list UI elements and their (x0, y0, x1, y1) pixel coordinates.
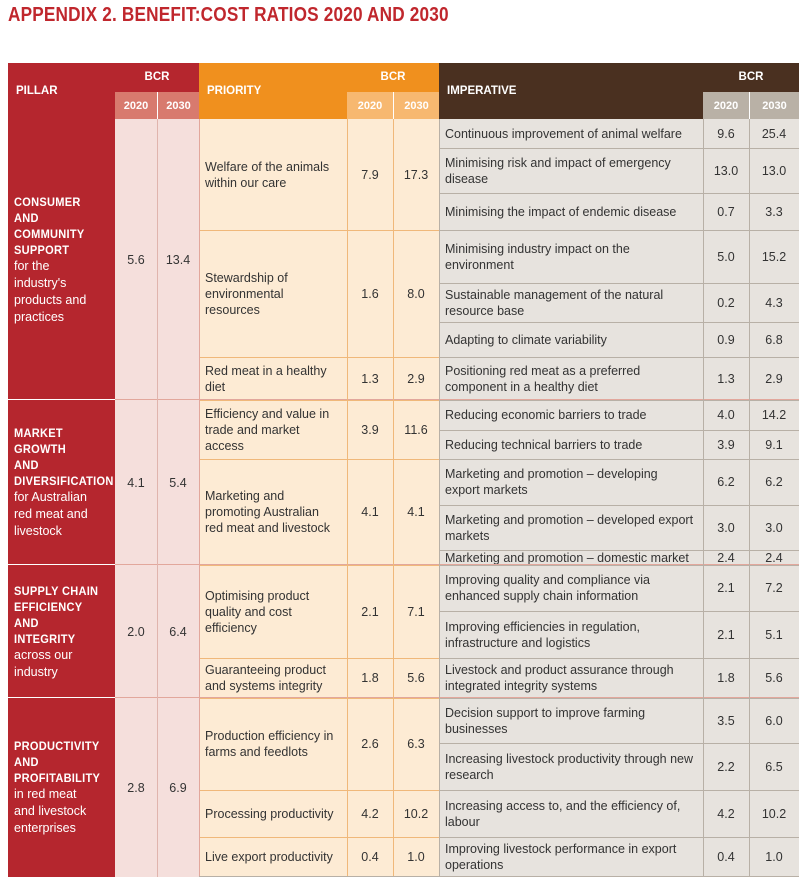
priority-bcr-2020: 2.1 (347, 565, 393, 658)
pillar-description: in red meat and livestock enterprises (14, 787, 87, 835)
imperative-bcr-2030: 3.0 (749, 505, 799, 550)
priority-bcr-2030: 6.3 (393, 698, 439, 790)
imperative-cell: Positioning red meat as a preferred component in a healthy diet (439, 357, 703, 400)
imperative-cell: Marketing and promotion – developed export markets (439, 505, 703, 550)
imperative-bcr-2030: 6.2 (749, 459, 799, 505)
divider (439, 148, 799, 149)
imperative-bcr-2030: 5.6 (749, 658, 799, 698)
bcr-table (8, 63, 799, 877)
imperative-bcr-2030: 5.1 (749, 611, 799, 658)
divider (439, 322, 799, 323)
year-header-2020: 2020 (347, 92, 393, 119)
divider (199, 698, 439, 699)
priority-cell: Marketing and promoting Australian red meat and livestock (199, 459, 347, 565)
imperative-bcr-2020: 5.0 (703, 230, 749, 283)
priority-bcr-2020: 4.2 (347, 790, 393, 837)
imperative-cell: Minimising risk and impact of emergency disease (439, 148, 703, 193)
pillar-cell (8, 119, 115, 400)
imperative-cell: Improving livestock performance in export operations (439, 837, 703, 877)
divider (393, 119, 394, 877)
imperative-cell: Improving efficiencies in regulation, infrastructure and logistics (439, 611, 703, 658)
divider (439, 119, 440, 877)
year-header-2030: 2030 (393, 92, 439, 119)
priority-bcr-2030: 1.0 (393, 837, 439, 877)
priority-bcr-2020: 0.4 (347, 837, 393, 877)
priority-cell: Welfare of the animals within our care (199, 119, 347, 230)
divider (439, 698, 799, 699)
divider (199, 119, 200, 877)
imperative-bcr-2030: 4.3 (749, 283, 799, 322)
imperative-bcr-2020: 3.0 (703, 505, 749, 550)
imperative-cell: Minimising industry impact on the environment (439, 230, 703, 283)
imperative-bcr-2030: 6.5 (749, 743, 799, 790)
pillar-bcr-2030: 13.4 (157, 119, 199, 400)
divider (439, 283, 799, 284)
divider (439, 505, 799, 506)
divider (199, 400, 439, 401)
priority-bcr-2030: 10.2 (393, 790, 439, 837)
priority-bcr-2020: 3.9 (347, 400, 393, 459)
priority-bcr-2020: 1.8 (347, 658, 393, 698)
priority-bcr-2030: 4.1 (393, 459, 439, 565)
imperative-bcr-2020: 4.0 (703, 400, 749, 430)
imperative-bcr-2020: 2.4 (703, 550, 749, 565)
pillar-bcr-header: BCR (144, 70, 170, 83)
imperative-bcr-2020: 0.7 (703, 193, 749, 230)
imperative-bcr-2020: 1.8 (703, 658, 749, 698)
imperative-bcr-2030: 15.2 (749, 230, 799, 283)
pillar-header: PILLAR (16, 85, 58, 97)
page-title: APPENDIX 2. BENEFIT:COST RATIOS 2020 AND 2030 (8, 4, 449, 26)
imperative-bcr-header: BCR (738, 70, 764, 83)
divider (199, 230, 439, 231)
imperative-cell: Livestock and product assurance through integrated integrity systems (439, 658, 703, 698)
priority-bcr-2030: 8.0 (393, 230, 439, 357)
pillar-name: MARKET GROWTH AND DIVERSIFICATION (14, 426, 114, 488)
priority-bcr-2030: 17.3 (393, 119, 439, 230)
priority-cell: Efficiency and value in trade and market access (199, 400, 347, 459)
divider (347, 119, 348, 877)
imperative-cell: Minimising the impact of endemic disease (439, 193, 703, 230)
imperative-bcr-2030: 6.8 (749, 322, 799, 357)
divider (439, 193, 799, 194)
pillar-cell (8, 400, 115, 565)
priority-cell: Optimising product quality and cost efficiency (199, 565, 347, 658)
divider (749, 119, 750, 877)
priority-header: PRIORITY (207, 85, 262, 97)
divider (199, 459, 439, 460)
imperative-cell: Marketing and promotion – domestic market (439, 550, 703, 565)
priority-cell: Processing productivity (199, 790, 347, 837)
pillar-bcr-2030: 5.4 (157, 400, 199, 565)
imperative-bcr-2030: 3.3 (749, 193, 799, 230)
imperative-cell: Sustainable management of the natural resource base (439, 283, 703, 322)
pillar-bcr-2030: 6.9 (157, 698, 199, 877)
year-header-2030: 2030 (749, 92, 799, 119)
table-bottom-border (199, 876, 799, 877)
imperative-bcr-2020: 2.2 (703, 743, 749, 790)
pillar-cell (8, 698, 115, 877)
imperative-cell: Increasing livestock productivity through new research (439, 743, 703, 790)
imperative-bcr-2020: 1.3 (703, 357, 749, 400)
year-header-2020: 2020 (703, 92, 749, 119)
priority-cell: Stewardship of environmental resources (199, 230, 347, 357)
imperative-cell: Increasing access to, and the efficiency of, labour (439, 790, 703, 837)
divider (439, 837, 799, 838)
priority-bcr-header: BCR (380, 70, 406, 83)
imperative-bcr-2020: 0.4 (703, 837, 749, 877)
imperative-bcr-2030: 25.4 (749, 119, 799, 148)
imperative-bcr-2020: 0.2 (703, 283, 749, 322)
imperative-cell: Decision support to improve farming businesses (439, 698, 703, 743)
divider (439, 743, 799, 744)
priority-bcr-2020: 1.6 (347, 230, 393, 357)
divider (199, 357, 439, 358)
imperative-bcr-2030: 7.2 (749, 565, 799, 611)
pillar-name: SUPPLY CHAIN EFFICIENCY AND INTEGRITY (14, 583, 99, 646)
year-header-2030: 2030 (157, 92, 199, 119)
divider (199, 658, 439, 659)
priority-bcr-2020: 4.1 (347, 459, 393, 565)
imperative-bcr-2030: 13.0 (749, 148, 799, 193)
imperative-bcr-2020: 3.9 (703, 430, 749, 459)
divider (199, 565, 439, 566)
imperative-cell: Adapting to climate variability (439, 322, 703, 357)
divider (439, 565, 799, 566)
pillar-description: for the industry's products and practices (14, 258, 87, 324)
pillar-bcr-2020: 4.1 (115, 400, 157, 565)
imperative-header: IMPERATIVE (447, 85, 517, 97)
imperative-bcr-2020: 13.0 (703, 148, 749, 193)
imperative-bcr-2030: 9.1 (749, 430, 799, 459)
pillar-bcr-2030: 6.4 (157, 565, 199, 698)
imperative-bcr-2030: 10.2 (749, 790, 799, 837)
divider (439, 357, 799, 358)
priority-bcr-2030: 5.6 (393, 658, 439, 698)
divider (439, 230, 799, 231)
imperative-bcr-2020: 4.2 (703, 790, 749, 837)
divider (703, 119, 704, 877)
pillar-name: CONSUMER AND COMMUNITY SUPPORT (14, 194, 85, 257)
pillar-description: across our industry (14, 647, 73, 679)
pillar-description: for Australian red meat and livestock (14, 490, 88, 538)
imperative-bcr-2020: 6.2 (703, 459, 749, 505)
divider (439, 611, 799, 612)
divider (199, 837, 439, 838)
imperative-cell: Reducing economic barriers to trade (439, 400, 703, 430)
priority-bcr-2020: 7.9 (347, 119, 393, 230)
imperative-bcr-2030: 1.0 (749, 837, 799, 877)
imperative-bcr-2020: 2.1 (703, 611, 749, 658)
imperative-bcr-2030: 2.4 (749, 550, 799, 565)
imperative-bcr-2020: 2.1 (703, 565, 749, 611)
divider (157, 119, 158, 877)
pillar-bcr-2020: 5.6 (115, 119, 157, 400)
imperative-bcr-2020: 9.6 (703, 119, 749, 148)
imperative-bcr-2020: 3.5 (703, 698, 749, 743)
divider (439, 550, 799, 551)
imperative-bcr-2030: 6.0 (749, 698, 799, 743)
divider (439, 459, 799, 460)
pillar-bcr-2020: 2.0 (115, 565, 157, 698)
imperative-bcr-2030: 2.9 (749, 357, 799, 400)
imperative-cell: Reducing technical barriers to trade (439, 430, 703, 459)
year-header-2020: 2020 (115, 92, 157, 119)
pillar-cell (8, 565, 115, 698)
pillar-bcr-2020: 2.8 (115, 698, 157, 877)
priority-cell: Production efficiency in farms and feedlots (199, 698, 347, 790)
divider (439, 430, 799, 431)
priority-bcr-2020: 1.3 (347, 357, 393, 400)
priority-bcr-2030: 11.6 (393, 400, 439, 459)
divider (439, 790, 799, 791)
pillar-name: PRODUCTIVITY AND PROFITABILITY (14, 739, 101, 785)
imperative-bcr-2030: 14.2 (749, 400, 799, 430)
priority-cell: Red meat in a healthy diet (199, 357, 347, 400)
imperative-bcr-2020: 0.9 (703, 322, 749, 357)
divider (199, 790, 439, 791)
priority-cell: Guaranteeing product and systems integrity (199, 658, 347, 698)
imperative-cell: Improving quality and compliance via enhanced supply chain information (439, 565, 703, 611)
priority-cell: Live export productivity (199, 837, 347, 877)
priority-bcr-2030: 2.9 (393, 357, 439, 400)
divider (439, 658, 799, 659)
divider (439, 400, 799, 401)
priority-bcr-2020: 2.6 (347, 698, 393, 790)
imperative-cell: Continuous improvement of animal welfare (439, 119, 703, 148)
priority-bcr-2030: 7.1 (393, 565, 439, 658)
imperative-cell: Marketing and promotion – developing export markets (439, 459, 703, 505)
